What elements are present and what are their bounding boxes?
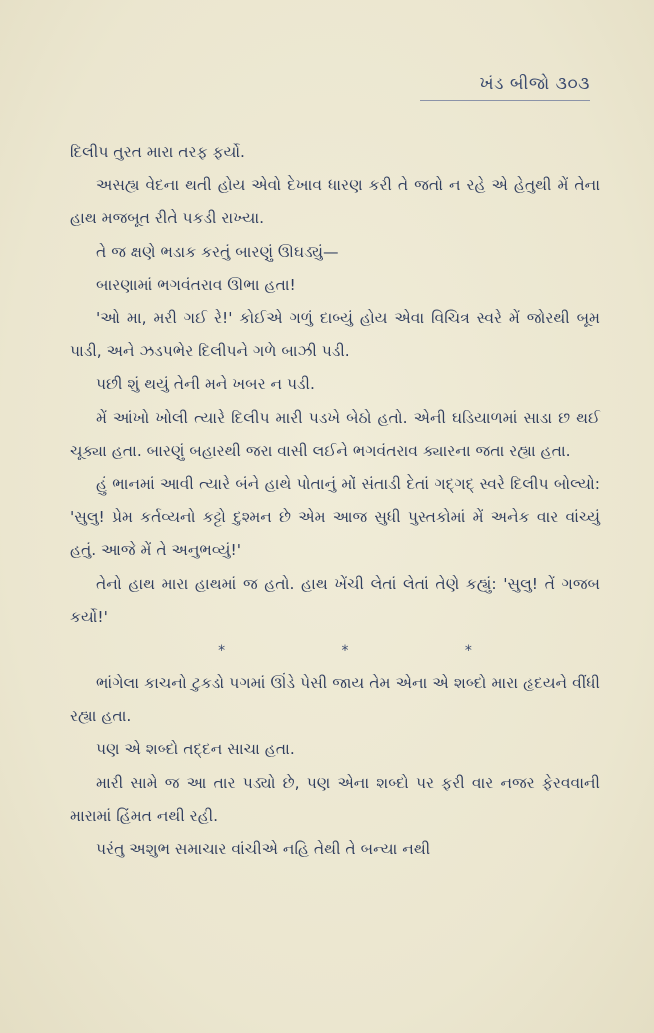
paragraph: 'ઓ મા, મરી ગઈ રે!' કોઈએ ગળું દાબ્યું હોય એવા વિચિત્ર સ્વરે મેં જોરથી બૂમ પાડી, અને ઝડપભેર દિલીપને ગળે બાઝી પડી. <box>70 309 600 361</box>
paragraph: પરંતુ અશુભ સમાચાર વાંચીએ નહિ તેથી તે બન્યા નથી <box>96 840 431 859</box>
paragraph: દિલીપ તુરત મારા તરફ ફર્યો. <box>70 143 245 161</box>
running-head: ખંડ બીજો ૩૦૩ <box>479 74 590 94</box>
header-rule <box>420 100 590 101</box>
paragraph: પછી શું થયું તેની મને ખબર ન પડી. <box>96 375 315 394</box>
paragraph: બારણામાં ભગવંતરાવ ઊભા હતા! <box>96 275 296 294</box>
paragraph: હું ભાનમાં આવી ત્યારે બંને હાથે પોતાનું મોં સંતાડી દેતાં ગદ્ગદ્ સ્વરે દિલીપ બોલ્યો: 'સુલુ! પ્રેમ કર્તવ્યનો કટ્ટો દુશ્મન છે એમ આજ સુધી પુસ્તકોમાં મેં અનેક વાર વાંચ્યું હતું. આજે મેં તે અનુભવ્યું!' <box>70 475 600 560</box>
separator-star: * <box>464 642 472 659</box>
paragraph: તે જ ક્ષણે ભડાક કરતું બારણું ઊઘડ્યું— <box>96 242 339 261</box>
paragraph: મારી સામે જ આ તાર પડ્યો છે, પણ એના શબ્દો પર ફરી વાર નજર ફેરવવાની મારામાં હિંમત નથી રહી. <box>70 773 600 825</box>
page-body <box>70 136 600 866</box>
paragraph: તેનો હાથ મારા હાથમાં જ હતો. હાથ ખેંચી લેતાં લેતાં તેણે કહ્યું: 'સુલુ! તેં ગજબ કર્યો!' <box>70 574 600 626</box>
separator-star: * <box>218 642 226 659</box>
paragraph: અસહ્ય વેદના થતી હોય એવો દેખાવ ધારણ કરી તે જતો ન રહે એ હેતુથી મેં તેના હાથ મજબૂત રીતે પકડી રાખ્યા. <box>70 176 600 228</box>
section-separator <box>70 634 600 667</box>
separator-star: * <box>341 642 349 659</box>
page-header <box>420 74 590 101</box>
paragraph: ભાંગેલા કાચનો ટુકડો પગમાં ઊંડે પેસી જાય તેમ એના એ શબ્દો મારા હૃદયને વીંધી રહ્યા હતા. <box>70 674 600 726</box>
paragraph: પણ એ શબ્દો તદ્દન સાચા હતા. <box>96 740 295 759</box>
paragraph: મેં આંખો ખોલી ત્યારે દિલીપ મારી પડખે બેઠો હતો. એની ઘડિયાળમાં સાડા છ થઈ ચૂક્યા હતા. બારણું બહારથી જરા વાસી લઈને ભગવંતરાવ ક્યારના જતા રહ્યા હતા. <box>70 408 600 460</box>
